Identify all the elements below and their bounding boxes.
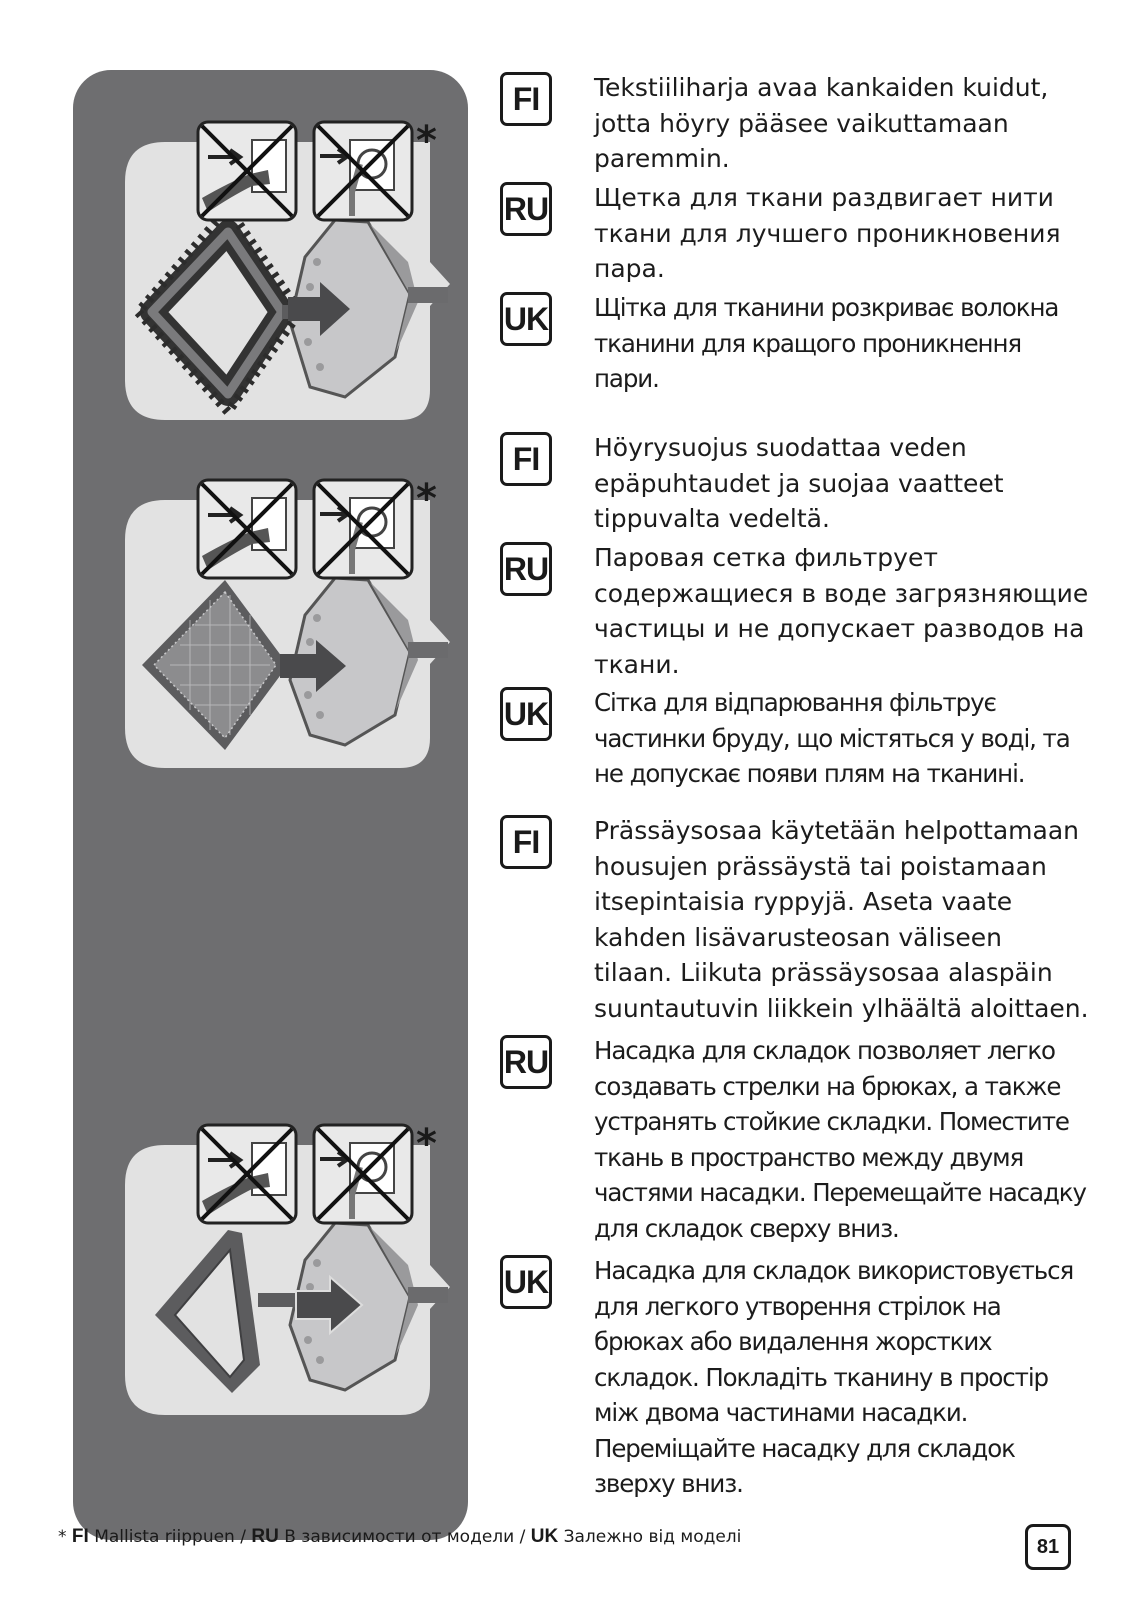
footnote-star: * [58, 1527, 72, 1547]
footnote-ru-code: RU [251, 1526, 279, 1547]
footnote-ru-text: В зависимости от модели / [278, 1527, 531, 1547]
instruction-text: Щетка для ткани раздвигает нити ткани для лучшего проникновения пара. [594, 183, 1061, 283]
footnote-uk-code: UK [530, 1526, 559, 1547]
language-code-badge: RU [500, 182, 552, 236]
model-asterisk: * [416, 1121, 437, 1167]
language-code-badge: FI [500, 815, 552, 869]
instruction-text: Prässäysosaa käytetään helpottamaan housujen prässäystä tai poistamaan itsepintaisia ryppyjä. Aseta vaate kahden lisävarusteosan väliseen tilaan. Liikuta prässäysosaa alaspäin suuntautuvin liikkein ylhäältä aloittaen. [594, 816, 1089, 1023]
illustration-textile-brush [120, 112, 470, 432]
unplug-warning-icon [198, 480, 296, 578]
unplug-warning-icon [198, 1125, 296, 1223]
wall-socket-unplug-icon [314, 122, 412, 220]
model-asterisk: * [416, 118, 437, 164]
instruction-text: Паровая сетка фильтрует содержащиеся в воде загрязняющие частицы и не допускает разводов на ткани. [594, 543, 1089, 679]
language-code-badge: RU [500, 1035, 552, 1089]
language-code-badge: RU [500, 542, 552, 596]
wall-socket-unplug-icon [314, 480, 412, 578]
instruction-text: Сітка для відпарювання фільтрує частинки бруду, що містяться у воді, та не допускає появи плям на тканині. [594, 688, 1070, 788]
illustration-crease-tool [120, 1115, 470, 1435]
language-code-badge: FI [500, 432, 552, 486]
instruction-text: Насадка для складок позволяет легко создавать стрелки на брюках, а также устранять стойкие складки. Поместите ткань в пространство между двумя частями насадки. Перемещайте насадку для складок сверху вниз. [594, 1036, 1086, 1243]
model-footnote [58, 1526, 741, 1548]
illustration-steam-guard [120, 470, 470, 790]
language-code-badge: UK [500, 1255, 552, 1309]
instruction-text: Щітка для тканини розкриває волокна тканини для кращого проникнення пари. [594, 293, 1059, 393]
page-number: 81 [1025, 1524, 1071, 1570]
instruction-text: Tekstiiliharja avaa kankaiden kuidut, jotta höyry pääsee vaikuttamaan paremmin. [594, 73, 1049, 173]
footnote-uk-text: Залежно від моделі [558, 1527, 742, 1547]
wall-socket-unplug-icon [314, 1125, 412, 1223]
footnote-fi-text: Mallista riippuen / [88, 1527, 252, 1547]
language-code-badge: UK [500, 292, 552, 346]
footnote-fi-code: FI [71, 1526, 89, 1547]
language-code-badge: FI [500, 72, 552, 126]
language-code-badge: UK [500, 687, 552, 741]
model-asterisk: * [416, 476, 437, 522]
instruction-text: Насадка для складок використовується для легкого утворення стрілок на брюках або видалення жорстких складок. Покладіть тканину в простір між двома частинами насадки. Переміщайте насадку для складок зверху вниз. [594, 1256, 1074, 1498]
unplug-warning-icon [198, 122, 296, 220]
instruction-text: Höyrysuojus suodattaa veden epäpuhtaudet ja suojaa vaatteet tippuvalta vedeltä. [594, 433, 1004, 533]
